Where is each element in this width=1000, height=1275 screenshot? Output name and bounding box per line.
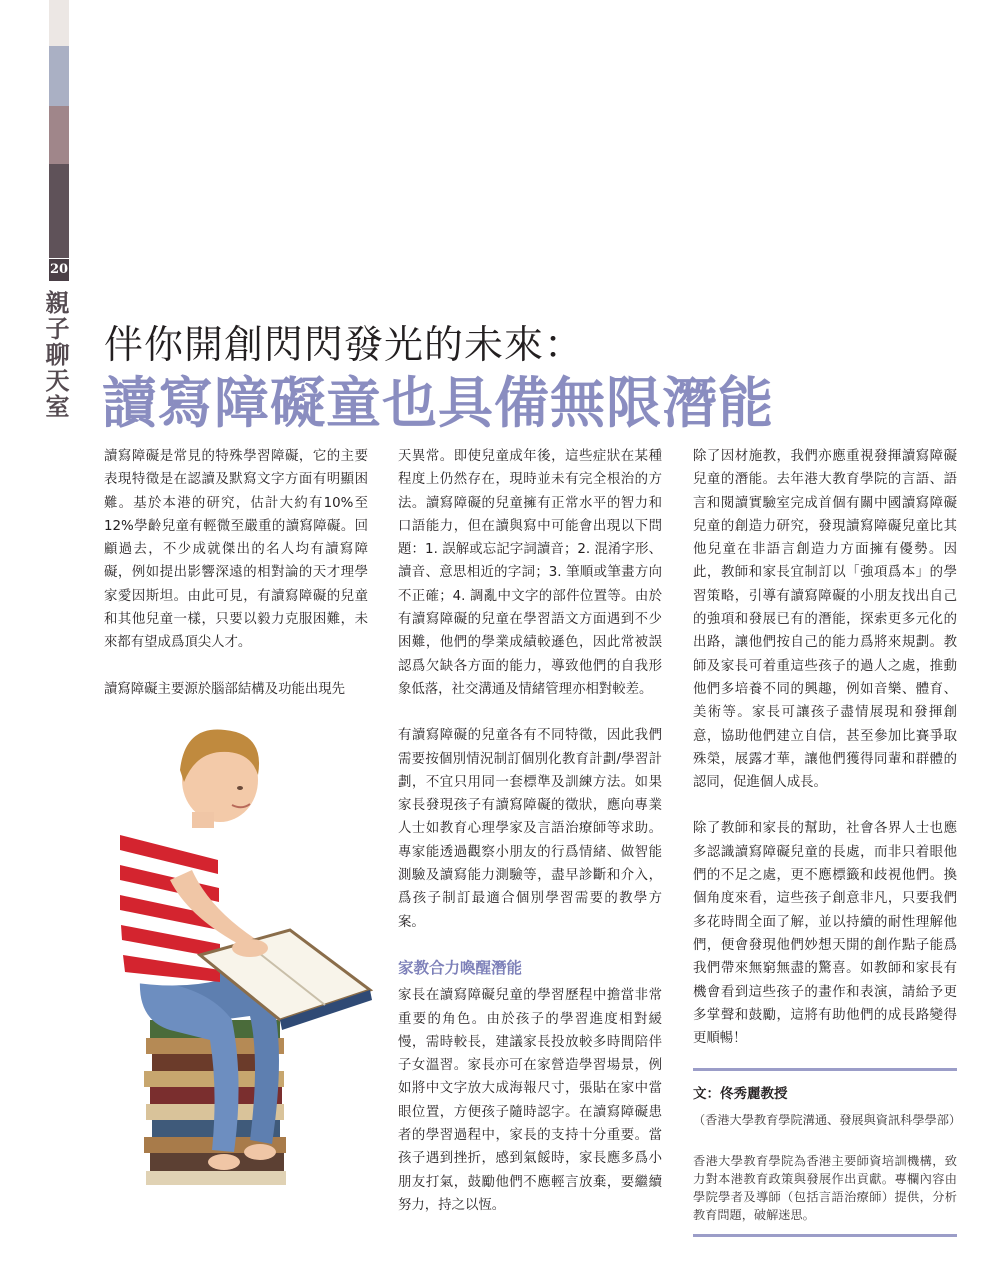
column-1 [104, 445, 368, 724]
color-strip-1 [49, 0, 69, 46]
boy-reading-illustration [100, 720, 380, 1210]
paragraph: 除了教師和家長的幫助，社會各界人士也應多認識讀寫障礙兒童的長處，而非只着眼他們的不足之處，更不應標籤和歧視他們。換個角度來看，這些孩子創意非凡，只要我們多花時間全面了解，並以持續的耐性理解他們，便會發現他們妙想天開的創作點子能爲我們帶來無窮無盡的驚喜。如教師和家長有機會看到這些孩子的畫作和表演，請給予更多掌聲和鼓勵，這將有助他們的成長路變得更順暢！ [693, 821, 957, 1047]
author-name: 文：佟秀麗教授 [693, 1086, 788, 1103]
paragraph: 讀寫障礙主要源於腦部結構及功能出現先 [104, 681, 346, 697]
divider-bottom [693, 1234, 957, 1237]
page-number: 20 [49, 259, 69, 281]
sub-heading: 家教合力喚醒潛能 [398, 958, 523, 977]
author-affiliation: （香港大學教育學院溝通、發展與資訊科學學部） [693, 1112, 962, 1127]
color-strip-3 [49, 106, 69, 164]
paragraph: 家長在讀寫障礙兒童的學習歷程中擔當非常重要的角色。由於孩子的學習進度相對緩慢，需時較長，建議家長投放較多時間陪伴子女溫習。家長亦可在家營造學習場景，例如將中文字放大成海報尺寸，張貼在家中當眼位置，方便孩子隨時認字。在讀寫障礙患者的學習過程中，家長的支持十分重要。當孩子遇到挫折，感到氣餒時，家長應多爲小朋友打氣，鼓勵他們不應輕言放棄，要繼續努力，持之以恆。 [398, 988, 662, 1213]
paragraph: 除了因材施教，我們亦應重視發揮讀寫障礙兒童的潛能。去年港大教育學院的言語、語言和閱讀實驗室完成首個有關中國讀寫障礙兒童的創造力研究，發現讀寫障礙兒童比其他兒童在非語言創造力方面擁有優勢。因此，教師和家長宜制訂以「強項爲本」的學習策略，引導有讀寫障礙的小朋友找出自己的強項和發展已有的潛能，探索更多元化的出路，讓他們按自己的能力爲將來規劃。教師及家長可着重這些孩子的過人之處，推動他們多培養不同的興趣，例如音樂、體育、美術等。家長可讓孩子盡情展現和發揮創意，協助他們建立自信，甚至參加比賽爭取殊榮，展露才華，讓他們獲得同輩和群體的認同，促進個人成長。 [693, 449, 957, 791]
section-title: 親子聊天室 [41, 290, 70, 420]
color-strip-2 [49, 46, 69, 106]
color-strip-4 [49, 164, 69, 258]
paragraph: 天異常。即使兒童成年後，這些症狀在某種程度上仍然存在，現時並未有完全根治的方法。讀寫障礙的兒童擁有正常水平的智力和口語能力，但在讀與寫中可能會出現以下問題：1. 誤解或忘記字詞讀音；2. 混淆字形、讀音、意思相近的字詞；3. 筆順或筆畫方向不正確；4. 調亂中文字的部件位置等。由於有讀寫障礙的兒童在學習語文方面遇到不少困難，他們的學業成績較遜色，因此常被誤認爲欠缺各方面的能力，導致他們的自我形象低落，社交溝通及情緒管理亦相對較差。 [398, 449, 662, 697]
column-3 [693, 445, 962, 1237]
author-description: 香港大學教育學院為香港主要師資培訓機構，致力對本港教育政策與發展作出貢獻。專欄內容由學院學者及導師（包括言語治療師）提供，分析教育問題，破解迷思。 [693, 1153, 957, 1222]
headline-line-1: 伴你開創閃閃發光的未來： [104, 323, 585, 368]
headline-line-2: 讀寫障礙童也具備無限潛能 [102, 370, 775, 435]
divider-top [693, 1068, 957, 1071]
column-2 [398, 445, 662, 1240]
paragraph: 讀寫障礙是常見的特殊學習障礙，它的主要表現特徵是在認讀及默寫文字方面有明顯困難。基於本港的研究，估計大約有10%至12%學齡兒童有輕微至嚴重的讀寫障礙。回顧過去，不少成就傑出的名人均有讀寫障礙，例如提出影響深遠的相對論的天才理學家愛因斯坦。由此可見，有讀寫障礙的兒童和其他兒童一樣，只要以毅力克服困難，未來都有望成爲頂尖人才。 [104, 449, 368, 651]
paragraph: 有讀寫障礙的兒童各有不同特徵，因此我們需要按個別情況制訂個別化教育計劃/學習計劃，不宜只用同一套標準及訓練方法。如果家長發現孩子有讀寫障礙的徵狀，應向專業人士如教育心理學家及言語治療師等求助。專家能透過觀察小朋友的行爲情緒、做智能測驗及讀寫能力測驗等，盡早診斷和介入，爲孩子制訂最適合個別學習需要的教學方案。 [398, 728, 662, 930]
